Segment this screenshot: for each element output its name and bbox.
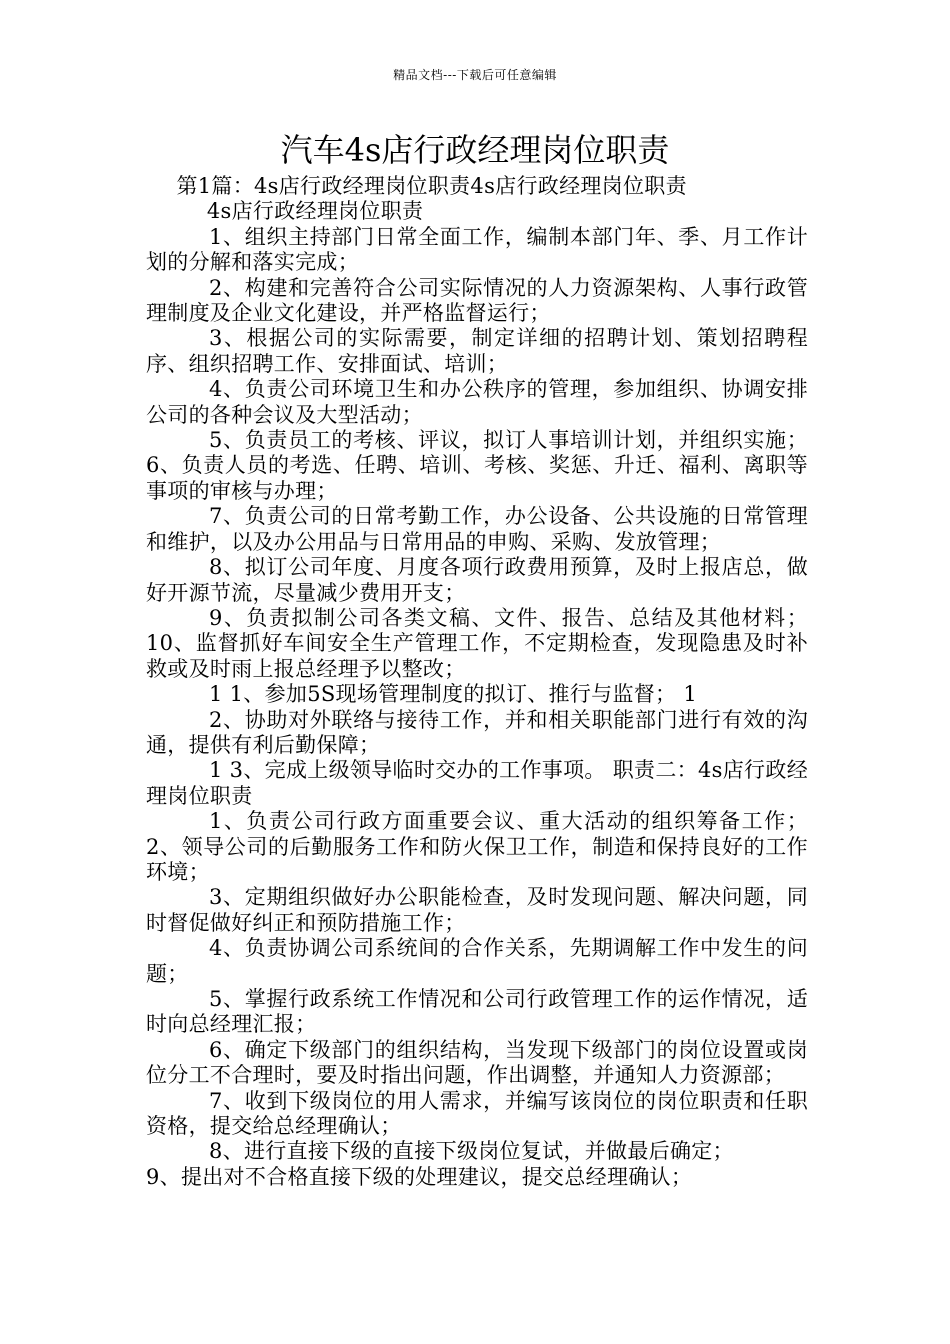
paragraph: 5、掌握行政系统工作情况和公司行政管理工作的运作情况，适时向总经理汇报； (146, 987, 808, 1037)
paragraph: 7、收到下级岗位的用人需求，并编写该岗位的岗位职责和任职资格，提交给总经理确认； (146, 1088, 808, 1139)
paragraph: 7、负责公司的日常考勤工作，办公设备、公共设施的日常管理和维护，以及办公用品与日常用品的申购、采购、发放管理； (146, 504, 808, 554)
paragraph: 1、组织主持部门日常全面工作，编制本部门年、季、月工作计划的分解和落实完成； (146, 224, 808, 275)
paragraph: 5、负责员工的考核、评议，拟订人事培训计划，并组织实施； 6、负责人员的考选、任聘、培训、考核、奖惩、升迁、福利、离职等事项的审核与办理； (146, 428, 808, 503)
document-body (146, 174, 808, 1190)
paragraph: 8、拟订公司年度、月度各项行政费用预算，及时上报店总，做好开源节流，尽量减少费用开支； (146, 555, 808, 605)
paragraph: 2、协助对外联络与接待工作，并和相关职能部门进行有效的沟通，提供有利后勤保障； (146, 707, 808, 757)
paragraph: 3、根据公司的实际需要，制定详细的招聘计划、策划招聘程序、组织招聘工作、安排面试、培训； (146, 326, 808, 376)
header-note: 精品文档---下载后可任意编辑 (393, 68, 557, 82)
paragraph: 4、负责公司环境卫生和办公秩序的管理，参加组织、协调安排公司的各种会议及大型活动； (146, 377, 808, 427)
paragraph: 9、提出对不合格直接下级的处理建议，提交总经理确认； (146, 1164, 693, 1189)
paragraph: 2、构建和完善符合公司实际情况的人力资源架构、人事行政管理制度及企业文化建设，并严格监督运行； (146, 275, 808, 326)
paragraph: 9、负责拟制公司各类文稿、文件、报告、总结及其他材料； 10、监督抓好车间安全生产管理工作，不定期检查，发现隐患及时补救或及时雨上报总经理予以整改； (146, 605, 808, 681)
paragraph: 8、进行直接下级的直接下级岗位复试，并做最后确定； (209, 1139, 734, 1164)
paragraph: 4s店行政经理岗位职责 (206, 199, 424, 224)
paragraph: 1、负责公司行政方面重要会议、重大活动的组织筹备工作； 2、领导公司的后勤服务工作和防火保卫工作，制造和保持良好的工作环境； (146, 809, 808, 884)
paragraph: 4、负责协调公司系统间的合作关系，先期调解工作中发生的问题； (146, 936, 808, 986)
paragraph: 6、确定下级部门的组织结构，当发现下级部门的岗位设置或岗位分工不合理时，要及时指出问题，作出调整，并通知人力资源部； (146, 1037, 808, 1088)
paragraph: 1 3、完成上级领导临时交办的工作事项。 职责二：4s店行政经理岗位职责 (146, 758, 808, 808)
document-title: 汽车4s店行政经理岗位职责 (280, 131, 670, 169)
paragraph: 第1篇：4s店行政经理岗位职责4s店行政经理岗位职责 (176, 174, 687, 198)
paragraph: 3、定期组织做好办公职能检查，及时发现问题、解决问题，同时督促做好纠正和预防措施工作； (146, 885, 808, 935)
paragraph: 1 1、参加5S现场管理制度的拟订、推行与监督； 1 (209, 682, 697, 707)
